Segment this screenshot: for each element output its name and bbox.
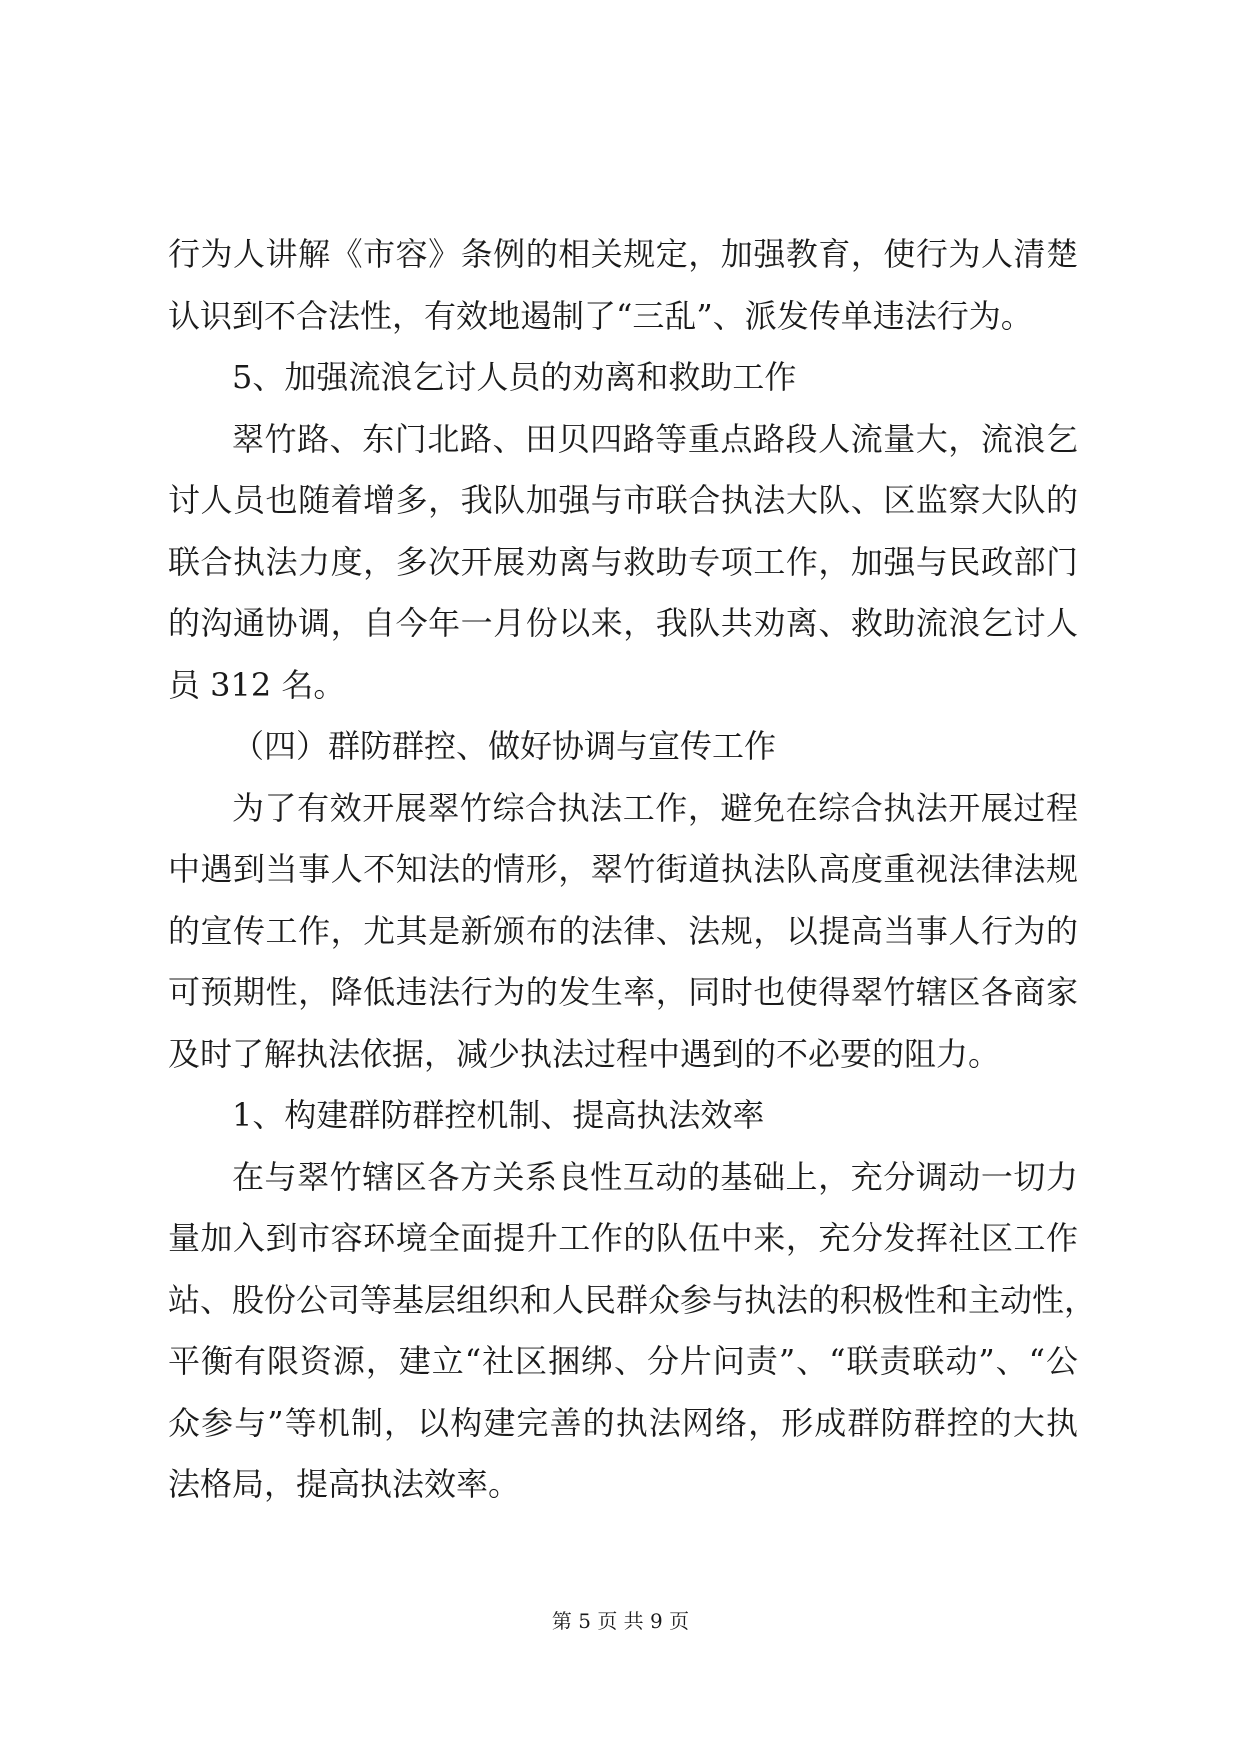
- body-line: 联合执法力度，多次开展劝离与救助专项工作，加强与民政部门: [168, 542, 1078, 581]
- body-line: 的沟通协调，自今年一月份以来，我队共劝离、救助流浪乞讨人: [168, 604, 1078, 642]
- body-line: 平衡有限资源，建立“社区捆绑、分片问责”、“联责联动”、“公: [168, 1342, 1078, 1380]
- body-line: 员 312 名。: [168, 665, 346, 704]
- body-line: 众参与”等机制，以构建完善的执法网络，形成群防群控的大执: [168, 1403, 1078, 1442]
- body-line: 站、股份公司等基层组织和人民群众参与执法的积极性和主动性，: [168, 1280, 1097, 1319]
- body-line: 法格局，提高执法效率。: [168, 1465, 521, 1503]
- body-line: 讨人员也随着增多，我队加强与市联合执法大队、区监察大队的: [168, 481, 1078, 519]
- page-number-footer: 第 5 页 共 9 页: [551, 1609, 690, 1633]
- paragraph-first-line: 翠竹路、东门北路、田贝四路等重点路段人流量大，流浪乞: [232, 419, 1078, 458]
- body-line: 中遇到当事人不知法的情形，翠竹街道执法队高度重视法律法规: [168, 850, 1078, 888]
- section-heading: （四）群防群控、做好协调与宣传工作: [232, 727, 777, 765]
- document-body: [168, 224, 1097, 1516]
- body-line: 认识到不合法性，有效地遏制了“三乱”、派发传单违法行为。: [168, 296, 1033, 335]
- paragraph-first-line: 在与翠竹辖区各方关系良性互动的基础上，充分调动一切力: [232, 1157, 1078, 1196]
- section-heading: 5、加强流浪乞讨人员的劝离和救助工作: [232, 358, 797, 396]
- body-line: 量加入到市容环境全面提升工作的队伍中来，充分发挥社区工作: [168, 1219, 1078, 1257]
- paragraph-first-line: 为了有效开展翠竹综合执法工作，避免在综合执法开展过程: [232, 788, 1078, 827]
- body-line: 及时了解执法依据，减少执法过程中遇到的不必要的阻力。: [168, 1034, 1001, 1073]
- body-line: 可预期性，降低违法行为的发生率，同时也使得翠竹辖区各商家: [168, 973, 1078, 1011]
- body-line: 的宣传工作，尤其是新颁布的法律、法规，以提高当事人行为的: [168, 911, 1078, 950]
- body-line: 行为人讲解《市容》条例的相关规定，加强教育，使行为人清楚: [168, 235, 1078, 273]
- section-heading: 1、构建群防群控机制、提高执法效率: [232, 1096, 765, 1134]
